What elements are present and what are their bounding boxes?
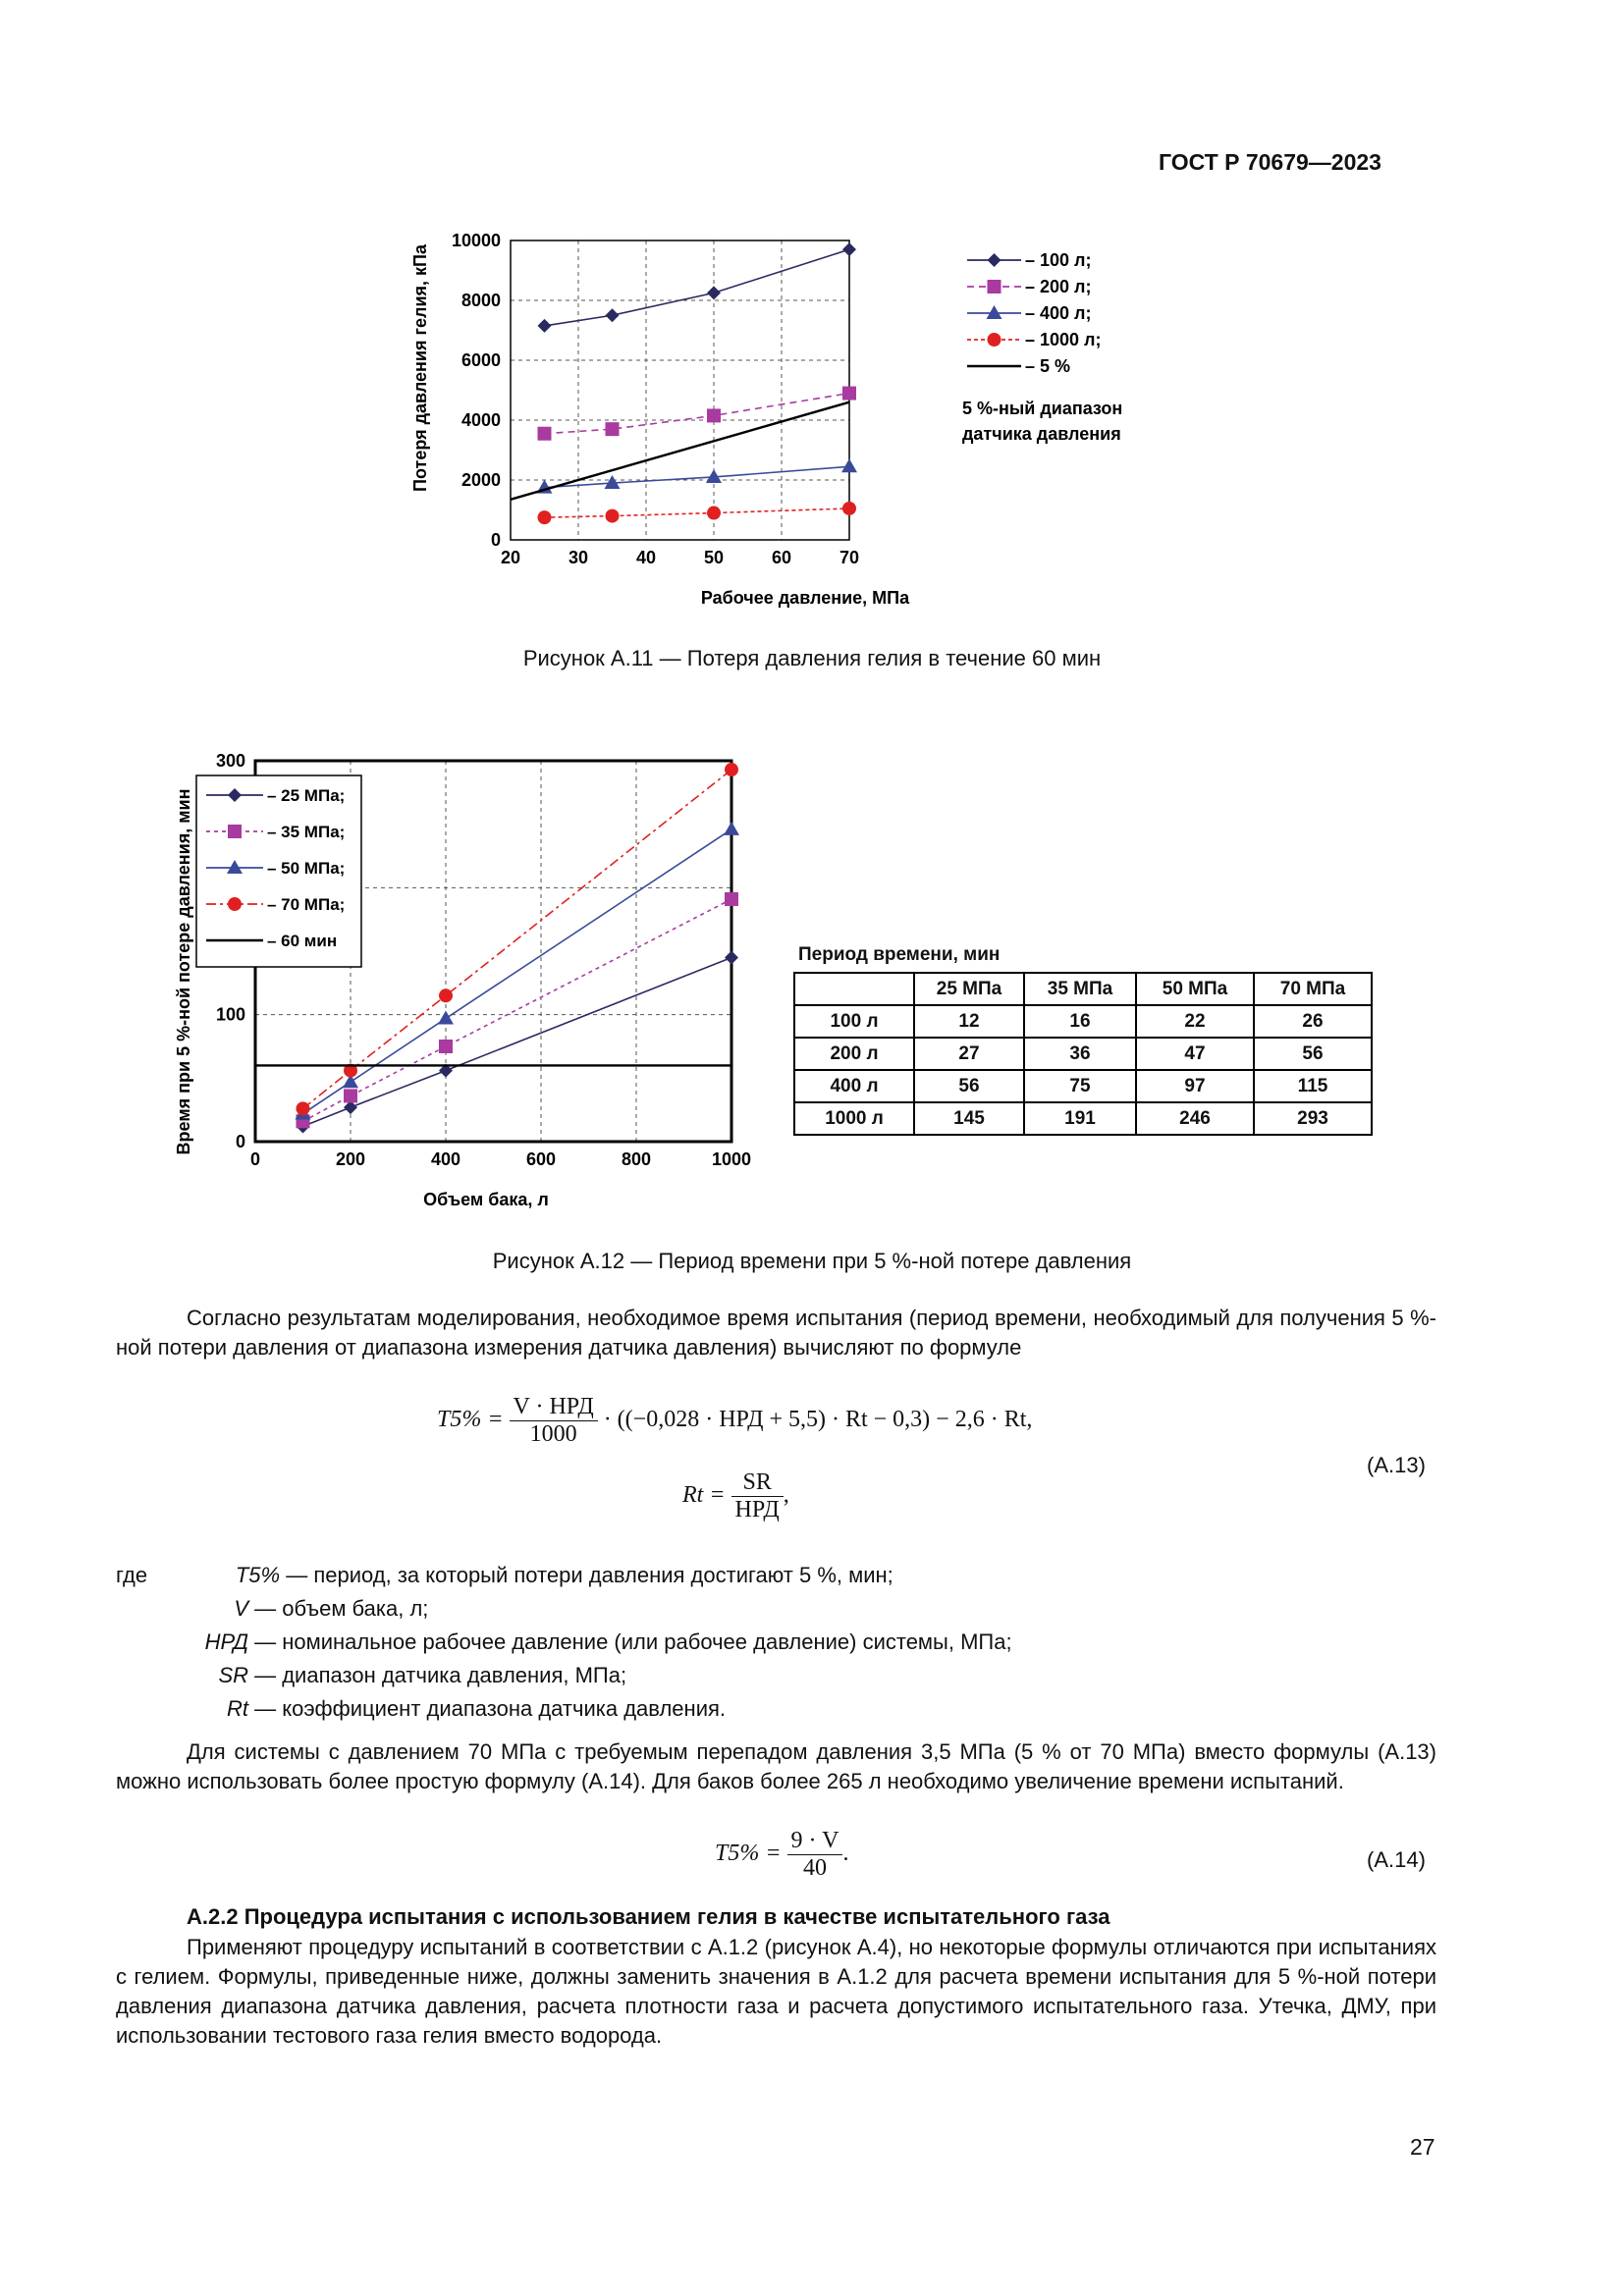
- data-point: [538, 510, 552, 524]
- table-row: [794, 1070, 1372, 1102]
- table-row: [794, 1102, 1372, 1135]
- legend-label: – 35 МПа;: [267, 823, 346, 841]
- x-tick-label: 50: [703, 548, 725, 567]
- figure-a12-caption: Рисунок А.12 — Период времени при 5 %-ной потере давления: [492, 1249, 1132, 1273]
- data-point: [725, 763, 738, 776]
- data-point: [344, 1089, 357, 1102]
- data-point: [725, 950, 738, 964]
- data-point: [842, 502, 856, 515]
- x-tick-label: 200: [335, 1149, 366, 1169]
- legend-marker: [988, 253, 1001, 267]
- legend-label: – 25 МПа;: [267, 786, 346, 805]
- data-point: [707, 507, 721, 520]
- x-tick-label: 0: [249, 1149, 261, 1169]
- series-line: [511, 402, 849, 500]
- data-point: [707, 286, 721, 299]
- legend-label: – 70 МПа;: [267, 895, 346, 914]
- paragraph-simple-formula: Для системы с давлением 70 МПа с требуемым перепадом давления 3,5 МПа (5 % от 70 МПа) вместо формулы (А.13) можно использовать более простую формулу (А.14). Для баков более 265 л необходимо увеличение времени испытаний.: [116, 1739, 1436, 1793]
- standard-number: ГОСТ Р 70679—2023: [1159, 149, 1381, 175]
- table-cell: 26: [1254, 1005, 1372, 1038]
- table-cell: 36: [1024, 1038, 1136, 1070]
- table-cell: 200 л: [794, 1038, 914, 1070]
- definition-symbol: [147, 1559, 280, 1592]
- definition-symbol: [116, 1692, 248, 1726]
- x-tick-label: 60: [771, 548, 792, 567]
- series-line: [545, 508, 850, 517]
- definition-symbol: [116, 1592, 248, 1626]
- definition-symbol-text: T5%: [235, 1563, 281, 1587]
- definition-text: — номинальное рабочее давление (или рабочее давление) системы, МПа;: [248, 1629, 1012, 1654]
- formula-a14-number: (А.14): [1367, 1847, 1426, 1872]
- legend-label: – 5 %: [1025, 356, 1071, 376]
- legend-marker: [228, 825, 242, 838]
- formula-numerator: V · НРД: [510, 1394, 598, 1421]
- table-cell: 191: [1024, 1102, 1136, 1135]
- definition-text: — коэффициент диапазона датчика давления.: [248, 1696, 727, 1721]
- paragraph-intro: Согласно результатам моделирования, необходимое время испытания (период времени, необходимый для получения 5 %-ной потери давления от диапазона измерения датчика давления) вычисляют по формуле: [116, 1306, 1436, 1360]
- data-point: [438, 1011, 454, 1025]
- x-tick-label: 400: [430, 1149, 461, 1169]
- x-axis-label: Рабочее давление, МПа: [700, 588, 910, 608]
- definition-prefix: где: [116, 1563, 148, 1587]
- legend-label: – 100 л;: [1025, 250, 1092, 270]
- table-cell: 97: [1136, 1070, 1254, 1102]
- formula-a14: [715, 1828, 848, 1882]
- y-tick-label: 2000: [460, 470, 501, 490]
- table-row: [794, 1005, 1372, 1038]
- data-point: [841, 458, 857, 472]
- y-tick-label: 300: [215, 751, 245, 771]
- legend-label: – 50 МПа;: [267, 859, 346, 878]
- formula-a14-numerator: 9 · V: [787, 1828, 843, 1855]
- formula-a13-number: (А.13): [1367, 1453, 1426, 1477]
- table-cell: 47: [1136, 1038, 1254, 1070]
- formula-denominator: 1000: [529, 1421, 577, 1447]
- formula-rest: · ((−0,028 · НРД + 5,5) · Rt − 0,3) − 2,6 · Rt,: [603, 1407, 1033, 1433]
- table-cell: 115: [1254, 1070, 1372, 1102]
- formula-a14-denominator: 40: [802, 1855, 827, 1881]
- table-header-cell: 70 МПа: [1254, 973, 1372, 1005]
- series-line: [303, 899, 732, 1121]
- table-cell: 75: [1024, 1070, 1136, 1102]
- data-point: [297, 1101, 310, 1115]
- table-header-cell: [794, 973, 914, 1005]
- table-cell: 100 л: [794, 1005, 914, 1038]
- data-point: [606, 509, 620, 523]
- table-header-cell: 35 МПа: [1024, 973, 1136, 1005]
- legend-label: – 1000 л;: [1025, 330, 1102, 349]
- definitions-list: [116, 1559, 1432, 1726]
- section-title: А.2.2 Процедура испытания с использованием гелия в качестве испытательного газа: [187, 1904, 1110, 1929]
- legend-marker: [988, 280, 1001, 294]
- series-line: [545, 394, 850, 434]
- y-tick-label: 100: [215, 1004, 245, 1025]
- table-cell: 145: [914, 1102, 1024, 1135]
- data-point: [606, 422, 620, 436]
- paragraph-procedure: Применяют процедуру испытаний в соответствии с А.1.2 (рисунок А.4), но некоторые формулы отличаются при испытаниях с гелием. Формулы, приведенные ниже, должны заменить значения в А.1.2 для расчета времени испытания для 5 %-ной потери давления диапазона датчика давления, расчета плотности газа и расчета допустимого испытательного газа. Утечка, ДМУ, при использовании тестового газа гелия вместо водорода.: [116, 1935, 1436, 2048]
- formula-a14-tail: .: [842, 1841, 849, 1867]
- table-row: [794, 1038, 1372, 1070]
- formula-rt-lhs: Rt =: [682, 1482, 726, 1509]
- figure-a12-chart: [167, 741, 776, 1222]
- y-axis-label: Время при 5 %-ной потере давления, мин: [174, 788, 193, 1155]
- y-axis-label: Потеря давления гелия, кПа: [410, 244, 430, 492]
- definition-symbol-text: V: [234, 1596, 248, 1621]
- table-cell: 56: [914, 1070, 1024, 1102]
- y-tick-label: 0: [490, 530, 501, 550]
- legend-label: – 60 мин: [267, 932, 338, 950]
- formula-rt-tail: ,: [783, 1482, 789, 1509]
- x-tick-label: 30: [568, 548, 589, 567]
- legend-marker: [228, 897, 242, 911]
- formula-rt: [682, 1469, 789, 1523]
- table-cell: 293: [1254, 1102, 1372, 1135]
- definition-item: [116, 1592, 1432, 1626]
- figure-a11-chart: [393, 221, 1198, 614]
- series-line: [303, 829, 732, 1114]
- x-tick-label: 70: [839, 548, 860, 567]
- x-tick-label: 1000: [711, 1149, 752, 1169]
- legend-marker: [987, 305, 1002, 319]
- series-line: [545, 249, 850, 326]
- data-point: [842, 387, 856, 400]
- x-tick-label: 40: [635, 548, 657, 567]
- definition-text: — объем бака, л;: [248, 1596, 429, 1621]
- table-cell: 12: [914, 1005, 1024, 1038]
- formula-rt-denominator: НРД: [734, 1497, 780, 1522]
- definition-symbol: [116, 1659, 248, 1692]
- definition-item: [116, 1559, 1432, 1592]
- y-tick-label: 0: [235, 1132, 245, 1151]
- data-point: [439, 1040, 453, 1053]
- definition-item: [116, 1692, 1432, 1726]
- plot-frame: [511, 240, 849, 540]
- formula-a13: [437, 1394, 1032, 1448]
- definition-symbol-text: НРД: [204, 1629, 248, 1654]
- page-number: 27: [1410, 2134, 1435, 2160]
- definition-item: [116, 1626, 1432, 1659]
- figure-a11-caption: Рисунок А.11 — Потеря давления гелия в течение 60 мин: [522, 646, 1102, 670]
- data-point: [707, 408, 721, 422]
- definition-item: [116, 1659, 1432, 1692]
- table-title: Период времени, мин: [798, 944, 1001, 965]
- definition-symbol-text: Rt: [227, 1696, 248, 1721]
- table-header-cell: 25 МПа: [914, 973, 1024, 1005]
- legend-label: – 200 л;: [1025, 277, 1092, 296]
- table-cell: 400 л: [794, 1070, 914, 1102]
- annotation-line-1: 5 %-ный диапазон: [962, 399, 1123, 418]
- formula-rt-numerator: SR: [731, 1469, 784, 1497]
- x-tick-label: 600: [525, 1149, 557, 1169]
- series-line: [303, 957, 732, 1126]
- y-tick-label: 6000: [460, 350, 501, 370]
- data-point: [538, 319, 552, 333]
- data-point: [842, 242, 856, 256]
- data-point: [606, 308, 620, 322]
- legend-label: – 400 л;: [1025, 303, 1092, 323]
- table-cell: 56: [1254, 1038, 1372, 1070]
- table-header-cell: 50 МПа: [1136, 973, 1254, 1005]
- y-tick-label: 4000: [460, 410, 501, 430]
- series-line: [303, 770, 732, 1108]
- formula-lhs: T5% =: [437, 1407, 504, 1433]
- definition-text: — диапазон датчика давления, МПа;: [248, 1663, 627, 1687]
- definition-text: — период, за который потери давления достигают 5 %, мин;: [280, 1563, 893, 1587]
- formula-a14-lhs: T5% =: [715, 1841, 782, 1867]
- table-cell: 16: [1024, 1005, 1136, 1038]
- definition-symbol-text: SR: [218, 1663, 248, 1687]
- y-tick-label: 8000: [460, 291, 501, 310]
- x-tick-label: 800: [621, 1149, 652, 1169]
- definition-symbol: [116, 1626, 248, 1659]
- legend-marker: [988, 333, 1001, 347]
- table-cell: 246: [1136, 1102, 1254, 1135]
- table-cell: 22: [1136, 1005, 1254, 1038]
- data-point: [725, 892, 738, 906]
- x-axis-label: Объем бака, л: [423, 1190, 549, 1209]
- x-tick-label: 20: [500, 548, 521, 567]
- period-table: [793, 972, 1373, 1136]
- data-point: [439, 988, 453, 1002]
- table-cell: 1000 л: [794, 1102, 914, 1135]
- y-tick-label: 10000: [451, 231, 501, 250]
- data-point: [538, 427, 552, 441]
- data-point: [724, 822, 739, 835]
- annotation-line-2: датчика давления: [962, 424, 1121, 444]
- table-cell: 27: [914, 1038, 1024, 1070]
